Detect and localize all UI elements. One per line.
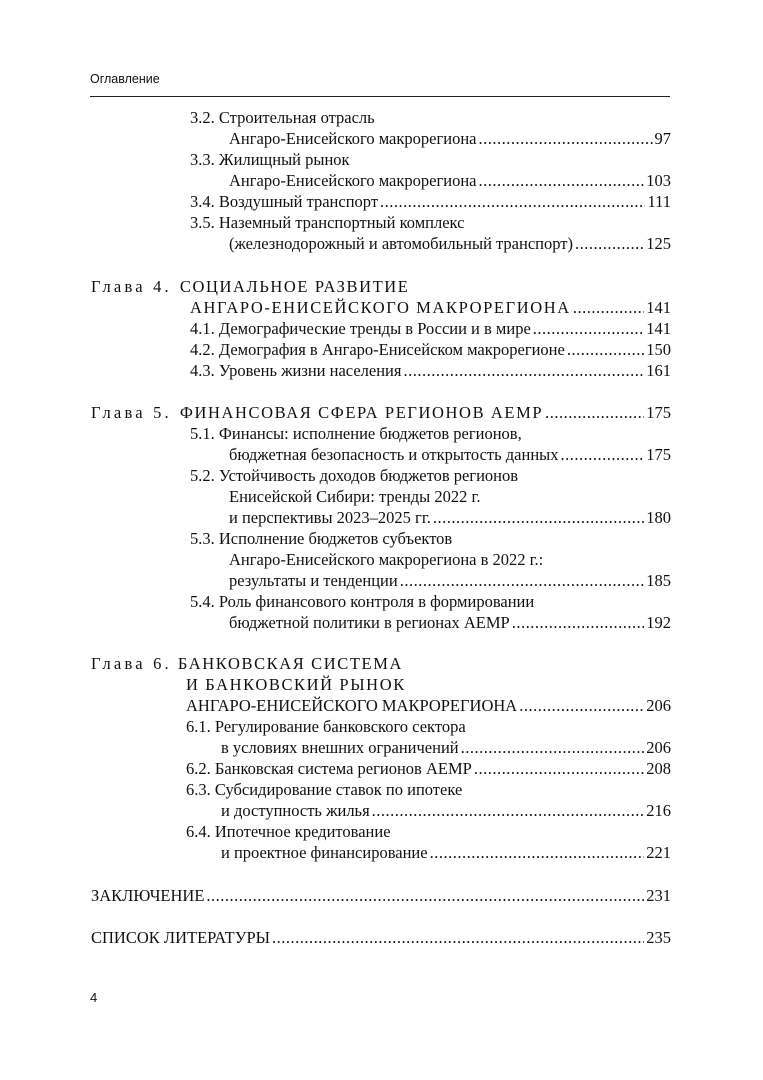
toc-item-6-2[interactable] bbox=[186, 759, 671, 779]
toc-item-3-3[interactable] bbox=[229, 171, 671, 191]
toc-entry-title: Енисейской Сибири: тренды 2022 г. bbox=[229, 487, 481, 506]
page-ref: 111 bbox=[647, 192, 671, 211]
page-ref: 192 bbox=[646, 613, 671, 632]
toc-item-3-2[interactable] bbox=[229, 129, 671, 149]
chapter-title: И БАНКОВСКИЙ РЫНОК bbox=[186, 675, 406, 694]
toc-chapter-4-title[interactable] bbox=[91, 277, 409, 297]
toc-item-5-2-title[interactable] bbox=[190, 466, 518, 486]
dot-leader bbox=[545, 403, 644, 423]
toc-entry-title: 5.3. Исполнение бюджетов субъектов bbox=[190, 529, 453, 548]
toc-item-5-1[interactable] bbox=[229, 445, 671, 465]
running-head: Оглавление bbox=[90, 72, 160, 86]
chapter-label: Глава 4. bbox=[91, 277, 172, 296]
toc-item-3-5[interactable] bbox=[229, 234, 671, 254]
toc-chapter-4[interactable] bbox=[190, 298, 671, 318]
toc-item-4-2[interactable] bbox=[190, 340, 671, 360]
toc-references[interactable] bbox=[91, 928, 671, 948]
dot-leader bbox=[519, 696, 644, 716]
toc-item-6-4[interactable] bbox=[221, 843, 671, 863]
dot-leader bbox=[272, 928, 644, 948]
page-ref: 103 bbox=[646, 171, 671, 190]
toc-item-6-3-title[interactable] bbox=[186, 780, 462, 800]
toc-chapter-5[interactable] bbox=[91, 403, 671, 423]
toc-entry-title: 6.3. Субсидирование ставок по ипотеке bbox=[186, 780, 463, 799]
toc-entry-title: 5.4. Роль финансового контроля в формировании bbox=[190, 592, 535, 611]
page-ref: 125 bbox=[646, 234, 671, 253]
page-ref: 161 bbox=[646, 361, 671, 380]
toc-item-3-5-title[interactable] bbox=[190, 213, 464, 233]
dot-leader bbox=[380, 192, 645, 212]
toc-item-3-3-title[interactable] bbox=[190, 150, 350, 170]
toc-entry-title: и доступность жилья bbox=[221, 801, 370, 820]
toc-item-5-3-title2[interactable] bbox=[229, 550, 543, 570]
dot-leader bbox=[561, 445, 645, 465]
chapter-title: ФИНАНСОВАЯ СФЕРА РЕГИОНОВ АЕМР bbox=[179, 403, 544, 422]
page-ref: 175 bbox=[646, 403, 671, 422]
dot-leader bbox=[400, 571, 645, 591]
chapter-title: АНГАРО-ЕНИСЕЙСКОГО МАКРОРЕГИОНА bbox=[190, 298, 571, 317]
toc-entry-title: бюджетной политики в регионах АЕМР bbox=[229, 613, 510, 632]
dot-leader bbox=[206, 886, 644, 906]
toc-chapter-6-title2[interactable] bbox=[186, 675, 406, 695]
toc-item-5-4[interactable] bbox=[229, 613, 671, 633]
page-ref: 150 bbox=[646, 340, 671, 359]
toc-item-5-2-title2[interactable] bbox=[229, 487, 481, 507]
dot-leader bbox=[430, 843, 645, 863]
chapter-title: АНГАРО-ЕНИСЕЙСКОГО МАКРОРЕГИОНА bbox=[186, 696, 518, 715]
chapter-title: БАНКОВСКАЯ СИСТЕМА bbox=[177, 654, 403, 673]
page-ref: 208 bbox=[646, 759, 671, 778]
page-ref: 180 bbox=[646, 508, 671, 527]
toc-entry-title: Ангаро-Енисейского макрорегиона bbox=[229, 171, 477, 190]
toc-item-4-1[interactable] bbox=[190, 319, 671, 339]
toc-entry-title: 3.3. Жилищный рынок bbox=[190, 150, 350, 169]
page-number: 4 bbox=[90, 990, 98, 1005]
page-ref: 175 bbox=[646, 445, 671, 464]
toc-entry-title: и перспективы 2023–2025 гг. bbox=[229, 508, 431, 527]
page-ref: 185 bbox=[646, 571, 671, 590]
page-ref: 141 bbox=[646, 319, 671, 338]
dot-leader bbox=[433, 508, 644, 528]
toc-entry-title: Ангаро-Енисейского макрорегиона bbox=[229, 129, 477, 148]
toc-entry-title: 4.1. Демографические тренды в России и в мире bbox=[190, 319, 531, 338]
toc-item-5-4-title[interactable] bbox=[190, 592, 534, 612]
chapter-title: СОЦИАЛЬНОЕ РАЗВИТИЕ bbox=[179, 277, 410, 296]
dot-leader bbox=[474, 759, 644, 779]
dot-leader bbox=[478, 129, 652, 149]
toc-entry-title: 4.2. Демография в Ангаро-Енисейском макрорегионе bbox=[190, 340, 565, 359]
dot-leader bbox=[478, 171, 644, 191]
page-ref: 141 bbox=[646, 298, 671, 317]
page-ref: 97 bbox=[654, 129, 671, 148]
toc-entry-title: 3.5. Наземный транспортный комплекс bbox=[190, 213, 465, 232]
toc-entry-title: 4.3. Уровень жизни населения bbox=[190, 361, 402, 380]
toc-item-5-3-title[interactable] bbox=[190, 529, 452, 549]
toc-conclusion[interactable] bbox=[91, 886, 671, 906]
page-ref: 221 bbox=[646, 843, 671, 862]
toc-entry-title: 5.2. Устойчивость доходов бюджетов регионов bbox=[190, 466, 519, 485]
toc-entry-title: бюджетная безопасность и открытость данных bbox=[229, 445, 559, 464]
toc-item-5-2[interactable] bbox=[229, 508, 671, 528]
toc-entry-title: 6.2. Банковская система регионов АЕМР bbox=[186, 759, 472, 778]
toc-entry-title: 3.4. Воздушный транспорт bbox=[190, 192, 379, 211]
toc-entry-title: (железнодорожный и автомобильный транспорт) bbox=[229, 234, 573, 253]
dot-leader bbox=[573, 298, 644, 318]
toc-item-6-1-title[interactable] bbox=[186, 717, 466, 737]
dot-leader bbox=[567, 340, 644, 360]
page-ref: 206 bbox=[646, 738, 671, 757]
toc-item-6-4-title[interactable] bbox=[186, 822, 391, 842]
toc-entry-title: 6.1. Регулирование банковского сектора bbox=[186, 717, 466, 736]
toc-entry-title: результаты и тенденции bbox=[229, 571, 398, 590]
dot-leader bbox=[575, 234, 644, 254]
page-ref: 216 bbox=[646, 801, 671, 820]
chapter-label: Глава 6. bbox=[91, 654, 172, 673]
toc-entry-title: 3.2. Строительная отрасль bbox=[190, 108, 375, 127]
toc-chapter-6[interactable] bbox=[186, 696, 671, 716]
dot-leader bbox=[533, 319, 644, 339]
toc-entry-title: 6.4. Ипотечное кредитование bbox=[186, 822, 391, 841]
toc-chapter-6-title[interactable] bbox=[91, 654, 403, 674]
toc-entry-title: СПИСОК ЛИТЕРАТУРЫ bbox=[91, 928, 271, 947]
toc-item-3-4[interactable] bbox=[190, 192, 671, 212]
page-ref: 231 bbox=[646, 886, 671, 905]
toc-entry-title: и проектное финансирование bbox=[221, 843, 428, 862]
page-ref: 206 bbox=[646, 696, 671, 715]
toc-item-6-3[interactable] bbox=[221, 801, 671, 821]
toc-item-4-3[interactable] bbox=[190, 361, 671, 381]
toc-item-6-1[interactable] bbox=[221, 738, 671, 758]
toc-entry-title: в условиях внешних ограничений bbox=[221, 738, 459, 757]
page-ref: 235 bbox=[646, 928, 671, 947]
dot-leader bbox=[372, 801, 645, 821]
dot-leader bbox=[461, 738, 645, 758]
toc-item-3-2-title[interactable] bbox=[190, 108, 375, 128]
toc-entry-title: Ангаро-Енисейского макрорегиона в 2022 г.: bbox=[229, 550, 544, 569]
dot-leader bbox=[512, 613, 645, 633]
toc-item-5-1-title[interactable] bbox=[190, 424, 522, 444]
toc-entry-title: 5.1. Финансы: исполнение бюджетов регионов, bbox=[190, 424, 522, 443]
dot-leader bbox=[403, 361, 644, 381]
chapter-label: Глава 5. bbox=[91, 403, 172, 422]
toc-entry-title: ЗАКЛЮЧЕНИЕ bbox=[91, 886, 205, 905]
toc-item-5-3[interactable] bbox=[229, 571, 671, 591]
